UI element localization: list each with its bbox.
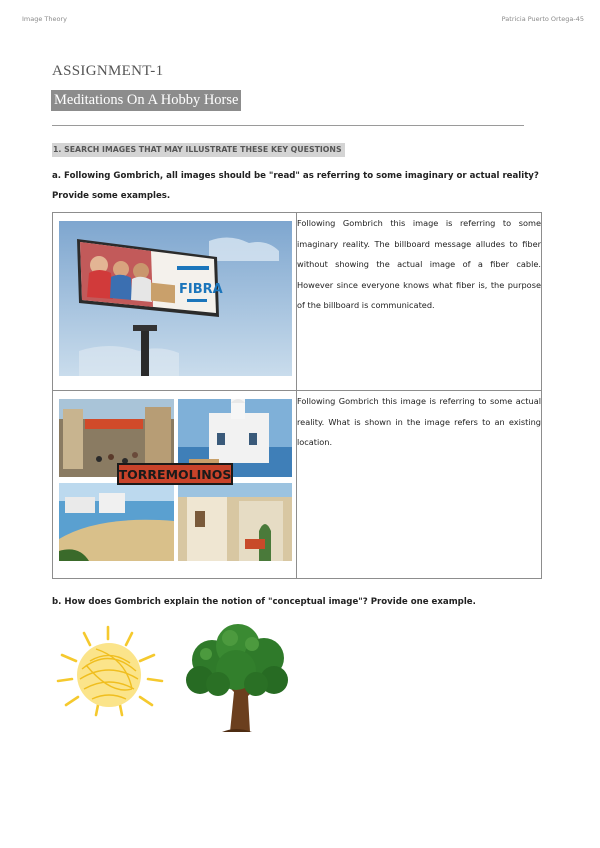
section-heading: 1. SEARCH IMAGES THAT MAY ILLUSTRATE THESE KEY QUESTIONS (52, 143, 345, 157)
table-row (53, 213, 542, 391)
billboard-cell (53, 213, 297, 391)
question-a: a. Following Gombrich, all images should be "read" as referring to some imaginary or actual reality? Provide some examples. (52, 171, 539, 201)
table-row (53, 391, 542, 579)
billboard-image (59, 221, 292, 376)
divider (52, 125, 524, 126)
billboard-word: FIBRA (179, 282, 223, 297)
postcard-image (59, 399, 292, 561)
question-b: b. How does Gombrich explain the notion of "conceptual image"? Provide one example. (52, 597, 476, 607)
assignment-title: ASSIGNMENT-1 (52, 63, 164, 79)
header-right: Patricia Puerto Ortega-45 (501, 15, 584, 23)
row2-description: Following Gombrich this image is referring to some actual reality. What is shown in the image refers to an existing location. (297, 391, 542, 579)
tree-drawing (182, 624, 292, 736)
assignment-subtitle: Meditations On A Hobby Horse (51, 90, 241, 111)
row1-description: Following Gombrich this image is referring to some imaginary reality. The billboard message alludes to fiber without showing the actual image of a fiber cable. However since everyone knows what fiber is, the purpose of the billboard is communicated. (297, 213, 542, 391)
header-left: Image Theory (22, 15, 68, 23)
postcard-banner-text: TORREMOLINOS (118, 467, 232, 482)
sun-drawing (56, 625, 166, 717)
examples-table (52, 212, 542, 579)
postcard-cell (53, 391, 297, 579)
